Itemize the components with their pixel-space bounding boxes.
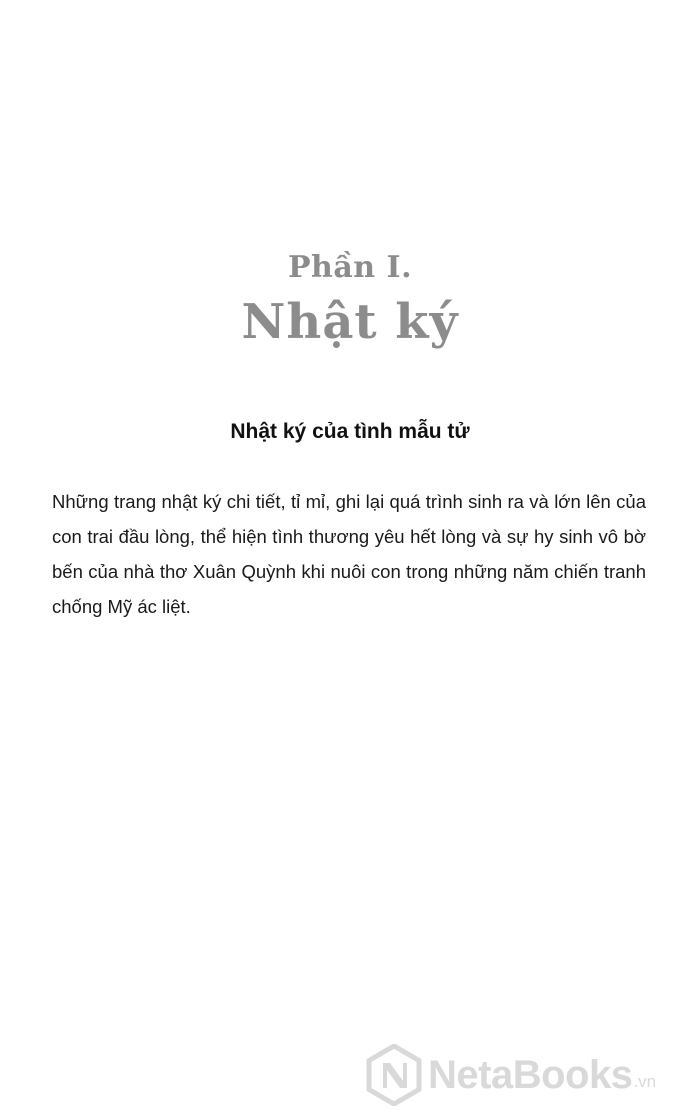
intro-paragraph: Những trang nhật ký chi tiết, tỉ mỉ, ghi lại quá trình sinh ra và lớn lên của con trai đầu lòng, thể hiện tình thương yêu hết lòng và sự hy sinh vô bờ bến của nhà thơ Xuân Quỳnh khi nuôi con trong những năm chiến tranh chống Mỹ ác liệt. [52, 491, 646, 617]
watermark-suffix: .vn [633, 1072, 657, 1091]
watermark-brand: NetaBooks [428, 1052, 633, 1097]
watermark [366, 1044, 656, 1106]
netabooks-logo-icon [366, 1044, 422, 1106]
part-title: Nhật ký [241, 294, 459, 350]
part-label: Phần I. [287, 250, 413, 285]
section-heading: Nhật ký của tình mẫu tử [230, 420, 470, 443]
